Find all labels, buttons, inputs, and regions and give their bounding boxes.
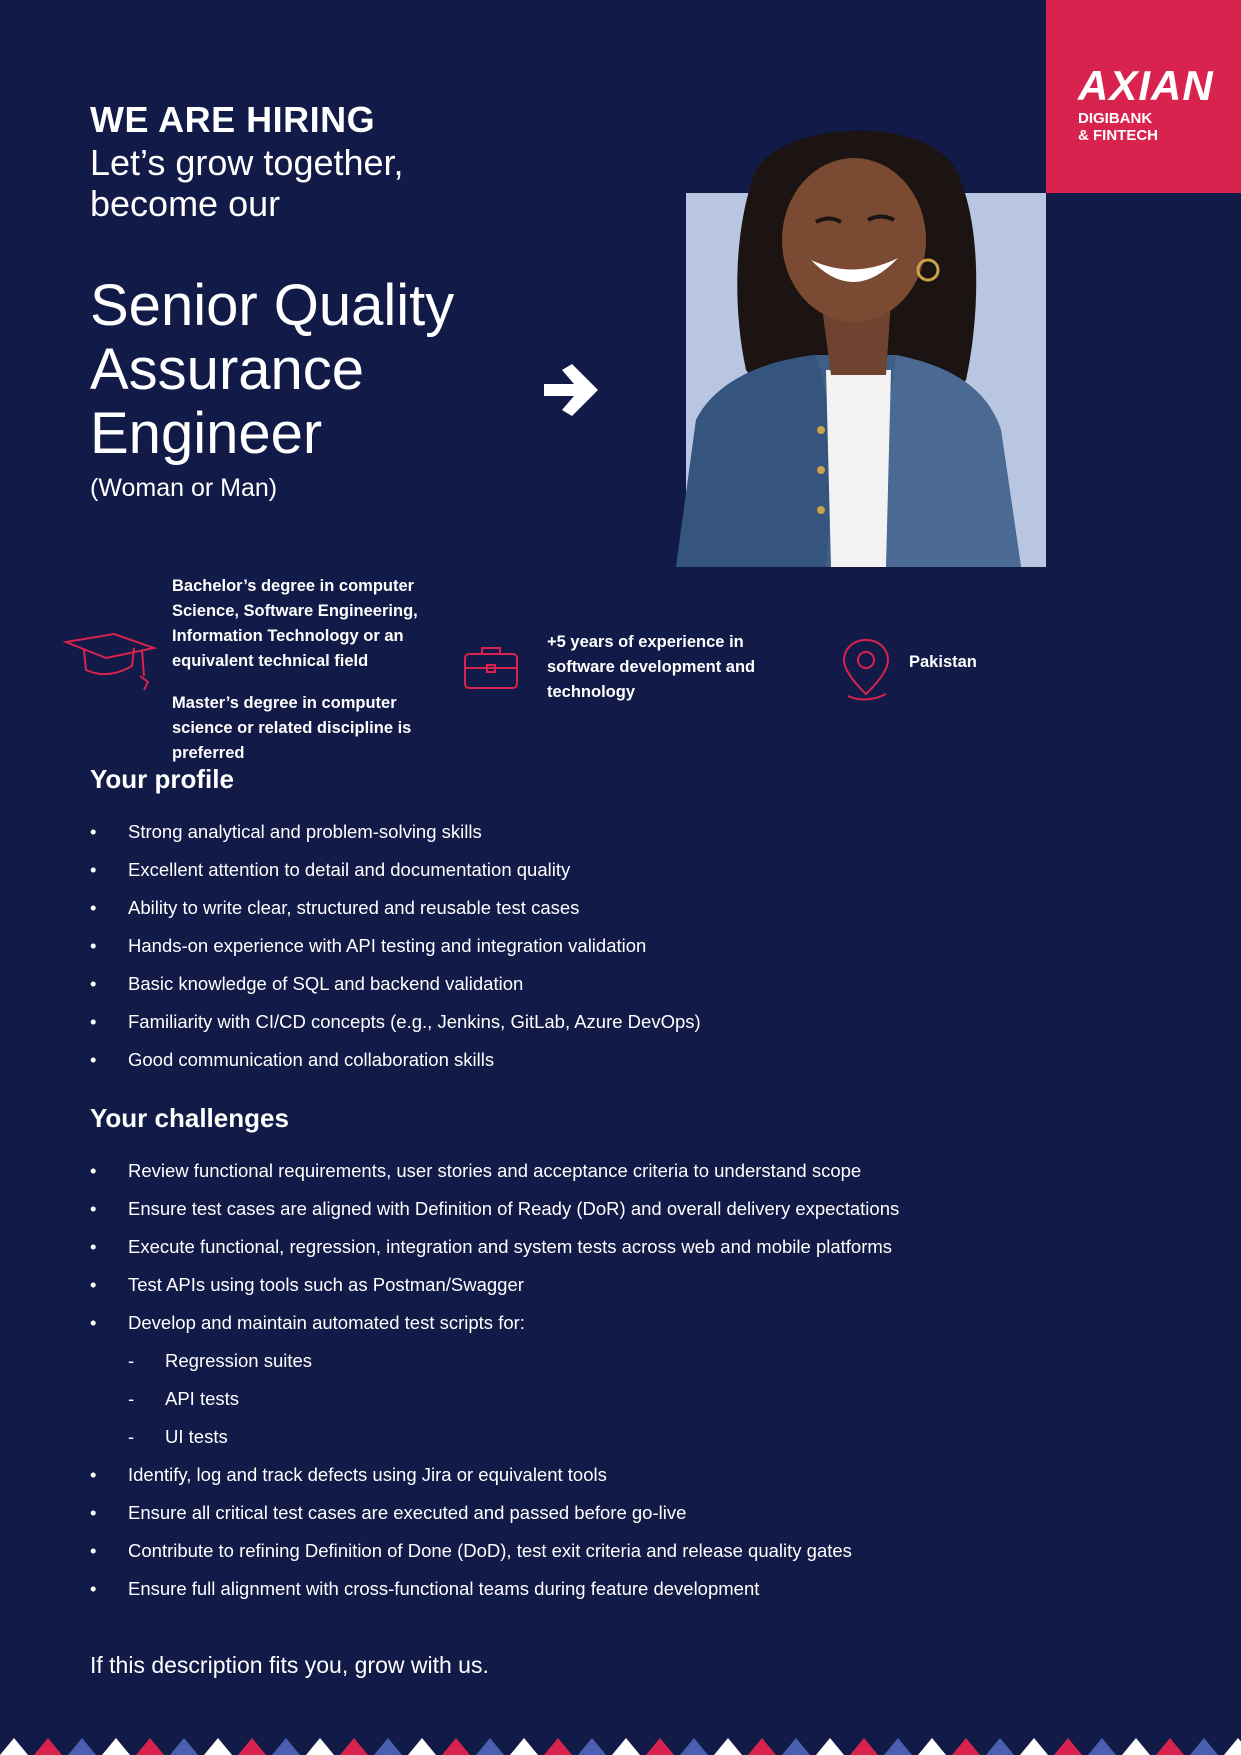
list-item-text: Contribute to refining Definition of Done (DoD), test exit criteria and release quality gates <box>128 1540 852 1561</box>
list-item-text: Identify, log and track defects using Jira or equivalent tools <box>128 1464 607 1485</box>
sub-list-item <box>90 1386 1140 1411</box>
sub-list-item <box>90 1424 1140 1449</box>
list-item <box>90 819 1140 844</box>
list-item <box>90 1047 1140 1072</box>
decorative-pattern-band <box>0 1732 1241 1755</box>
list-item <box>90 1196 1140 1221</box>
brand-subtitle <box>1078 110 1158 144</box>
briefcase-icon <box>462 644 520 692</box>
bullet: • <box>90 1540 97 1561</box>
dash: - <box>128 1388 135 1409</box>
brand-subtitle-line2: & FINTECH <box>1078 127 1158 144</box>
list-item <box>90 1500 1140 1525</box>
brand-subtitle-line1: DIGIBANK <box>1078 110 1153 127</box>
list-item-text: Develop and maintain automated test scripts for: <box>128 1312 525 1333</box>
list-item <box>90 1272 1140 1297</box>
list-item <box>90 895 1140 920</box>
bullet: • <box>90 1578 97 1599</box>
experience-requirement: +5 years of experience in software development and technology <box>547 633 756 701</box>
list-item <box>90 1538 1140 1563</box>
list-item-text: Execute functional, regression, integration and system tests across web and mobile platforms <box>128 1236 893 1257</box>
challenges-heading: Your challenges <box>90 1103 289 1133</box>
list-item-text: Strong analytical and problem-solving skills <box>128 821 482 842</box>
bullet: • <box>90 897 97 918</box>
tagline: Let’s grow together, become our <box>90 142 404 224</box>
bullet: • <box>90 935 97 956</box>
location: Pakistan <box>909 653 977 671</box>
profile-list <box>90 819 1140 1085</box>
list-item <box>90 1576 1140 1601</box>
education-preferred: Master’s degree in computer science or related discipline is preferred <box>172 694 412 762</box>
list-item-text: Familiarity with CI/CD concepts (e.g., Jenkins, GitLab, Azure DevOps) <box>128 1011 701 1032</box>
bullet: • <box>90 1198 97 1219</box>
list-item <box>90 1009 1140 1034</box>
list-item <box>90 1310 1140 1335</box>
graduation-cap-icon <box>62 630 158 696</box>
bullet: • <box>90 1049 97 1070</box>
list-item <box>90 1158 1140 1183</box>
list-item-text: Test APIs using tools such as Postman/Swagger <box>128 1274 524 1295</box>
education-requirement: Bachelor’s degree in computer Science, Software Engineering, Information Technology or an equivalent technical field <box>172 577 418 670</box>
list-item-text: Review functional requirements, user stories and acceptance criteria to understand scope <box>128 1160 862 1181</box>
list-item <box>90 1234 1140 1259</box>
arrow-right-icon <box>540 362 604 418</box>
bullet: • <box>90 1274 97 1295</box>
list-item <box>90 1462 1140 1487</box>
bullet: • <box>90 973 97 994</box>
list-item-text: Hands-on experience with API testing and integration validation <box>128 935 647 956</box>
hiring-heading: WE ARE HIRING <box>90 99 376 140</box>
brand-logo: AXIAN <box>1078 62 1214 109</box>
list-item-text: Ability to write clear, structured and reusable test cases <box>128 897 580 918</box>
bullet: • <box>90 1312 97 1333</box>
sub-list-item-text: UI tests <box>165 1426 228 1447</box>
bullet: • <box>90 1464 97 1485</box>
list-item <box>90 933 1140 958</box>
list-item-text: Good communication and collaboration skills <box>128 1049 495 1070</box>
list-item-text: Ensure full alignment with cross-functional teams during feature development <box>128 1578 760 1599</box>
challenges-list <box>90 1158 1140 1614</box>
profile-heading: Your profile <box>90 764 234 794</box>
candidate-photo <box>636 130 1061 567</box>
bullet: • <box>90 859 97 880</box>
list-item <box>90 857 1140 882</box>
closing-statement: If this description fits you, grow with us. <box>90 1652 489 1678</box>
list-item-text: Ensure all critical test cases are executed and passed before go-live <box>128 1502 687 1523</box>
list-item <box>90 971 1140 996</box>
sub-list-item-text: Regression suites <box>165 1350 313 1371</box>
sub-list-item <box>90 1348 1140 1373</box>
dash: - <box>128 1426 135 1447</box>
gender-note: (Woman or Man) <box>90 474 278 502</box>
bullet: • <box>90 1502 97 1523</box>
dash: - <box>128 1350 135 1371</box>
bullet: • <box>90 1236 97 1257</box>
bullet: • <box>90 1160 97 1181</box>
list-item-text: Excellent attention to detail and documentation quality <box>128 859 571 880</box>
list-item-text: Basic knowledge of SQL and backend validation <box>128 973 524 994</box>
list-item-text: Ensure test cases are aligned with Definition of Ready (DoR) and overall delivery expectations <box>128 1198 900 1219</box>
bullet: • <box>90 1011 97 1032</box>
bullet: • <box>90 821 97 842</box>
job-title: Senior Quality Assurance Engineer <box>90 273 455 466</box>
location-pin-icon <box>838 636 894 702</box>
sub-list-item-text: API tests <box>165 1388 240 1409</box>
